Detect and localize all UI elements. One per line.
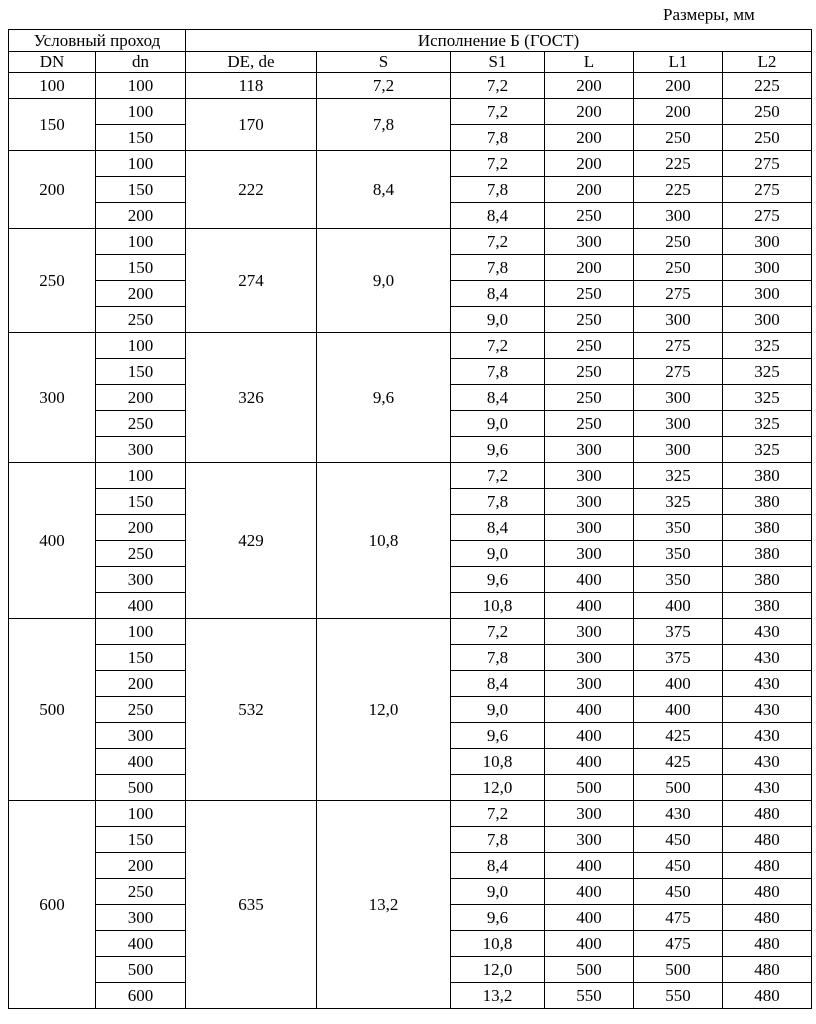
cell-s1: 9,6 — [451, 437, 545, 463]
cell-l1: 350 — [634, 567, 723, 593]
header-group-row — [9, 30, 812, 52]
cell-s1: 7,2 — [451, 99, 545, 125]
cell-l2: 380 — [723, 541, 812, 567]
cell-l2: 430 — [723, 775, 812, 801]
cell-l1: 300 — [634, 385, 723, 411]
cell-l1: 275 — [634, 333, 723, 359]
table-row — [9, 333, 812, 359]
cell-s1: 7,2 — [451, 73, 545, 99]
col-header-s: S — [317, 52, 451, 73]
cell-l: 250 — [545, 281, 634, 307]
cell-s1: 10,8 — [451, 749, 545, 775]
cell-dn-branch: 150 — [96, 125, 186, 151]
cell-l1: 450 — [634, 853, 723, 879]
cell-l1: 450 — [634, 827, 723, 853]
cell-dn-branch: 200 — [96, 671, 186, 697]
cell-s1: 9,6 — [451, 567, 545, 593]
cell-s: 7,8 — [317, 99, 451, 151]
cell-dn-branch: 150 — [96, 827, 186, 853]
cell-s: 13,2 — [317, 801, 451, 1009]
cell-s1: 7,8 — [451, 827, 545, 853]
cell-l: 550 — [545, 983, 634, 1009]
cell-l1: 225 — [634, 177, 723, 203]
cell-l1: 200 — [634, 73, 723, 99]
cell-s: 10,8 — [317, 463, 451, 619]
cell-s: 8,4 — [317, 151, 451, 229]
cell-dn-branch: 150 — [96, 255, 186, 281]
cell-l1: 550 — [634, 983, 723, 1009]
cell-l2: 480 — [723, 983, 812, 1009]
cell-s1: 7,2 — [451, 333, 545, 359]
cell-l: 200 — [545, 255, 634, 281]
cell-l1: 425 — [634, 749, 723, 775]
col-header-l: L — [545, 52, 634, 73]
cell-l2: 480 — [723, 879, 812, 905]
table-body — [9, 73, 812, 1009]
table-row — [9, 463, 812, 489]
cell-l: 250 — [545, 385, 634, 411]
cell-s1: 8,4 — [451, 281, 545, 307]
table-row — [9, 73, 812, 99]
cell-l2: 325 — [723, 359, 812, 385]
cell-dn-branch: 100 — [96, 619, 186, 645]
cell-l1: 250 — [634, 229, 723, 255]
cell-s1: 8,4 — [451, 203, 545, 229]
cell-l2: 275 — [723, 151, 812, 177]
cell-l: 300 — [545, 515, 634, 541]
cell-l2: 380 — [723, 567, 812, 593]
cell-l1: 250 — [634, 125, 723, 151]
cell-dn-main: 250 — [9, 229, 96, 333]
cell-l: 300 — [545, 229, 634, 255]
cell-dn-branch: 150 — [96, 645, 186, 671]
cell-de: 635 — [186, 801, 317, 1009]
cell-l2: 430 — [723, 645, 812, 671]
cell-l1: 250 — [634, 255, 723, 281]
cell-de: 170 — [186, 99, 317, 151]
cell-l1: 500 — [634, 957, 723, 983]
cell-l1: 300 — [634, 307, 723, 333]
cell-l: 400 — [545, 853, 634, 879]
cell-dn-main: 400 — [9, 463, 96, 619]
cell-s1: 10,8 — [451, 593, 545, 619]
cell-l: 200 — [545, 151, 634, 177]
cell-de: 429 — [186, 463, 317, 619]
table-row — [9, 99, 812, 125]
cell-l2: 480 — [723, 853, 812, 879]
cell-dn-branch: 300 — [96, 437, 186, 463]
cell-dn-branch: 150 — [96, 359, 186, 385]
cell-s1: 8,4 — [451, 853, 545, 879]
cell-dn-branch: 500 — [96, 957, 186, 983]
cell-s: 9,6 — [317, 333, 451, 463]
cell-dn-branch: 300 — [96, 905, 186, 931]
cell-s1: 7,2 — [451, 229, 545, 255]
cell-s1: 7,8 — [451, 177, 545, 203]
cell-l2: 325 — [723, 385, 812, 411]
cell-l1: 450 — [634, 879, 723, 905]
cell-dn-branch: 150 — [96, 489, 186, 515]
cell-dn-branch: 100 — [96, 151, 186, 177]
cell-l2: 225 — [723, 73, 812, 99]
dimensions-table — [8, 29, 812, 1009]
cell-l: 250 — [545, 411, 634, 437]
cell-l2: 480 — [723, 931, 812, 957]
cell-dn-branch: 150 — [96, 177, 186, 203]
cell-l: 400 — [545, 723, 634, 749]
cell-s1: 9,6 — [451, 723, 545, 749]
cell-dn-branch: 200 — [96, 281, 186, 307]
cell-l: 400 — [545, 905, 634, 931]
cell-l2: 300 — [723, 307, 812, 333]
cell-s1: 9,0 — [451, 541, 545, 567]
header-nominal-bore: Условный проход — [9, 30, 186, 52]
cell-l1: 275 — [634, 359, 723, 385]
col-header-s1: S1 — [451, 52, 545, 73]
cell-s1: 7,2 — [451, 463, 545, 489]
cell-dn-branch: 200 — [96, 203, 186, 229]
cell-dn-branch: 100 — [96, 463, 186, 489]
col-header-de: DE, de — [186, 52, 317, 73]
cell-s1: 12,0 — [451, 775, 545, 801]
cell-s1: 9,0 — [451, 307, 545, 333]
cell-dn-main: 600 — [9, 801, 96, 1009]
cell-dn-branch: 100 — [96, 333, 186, 359]
cell-l: 500 — [545, 957, 634, 983]
cell-l2: 480 — [723, 827, 812, 853]
cell-l: 250 — [545, 359, 634, 385]
cell-l2: 250 — [723, 99, 812, 125]
cell-dn-branch: 300 — [96, 723, 186, 749]
cell-l: 400 — [545, 879, 634, 905]
cell-l: 250 — [545, 203, 634, 229]
cell-l: 500 — [545, 775, 634, 801]
cell-l1: 500 — [634, 775, 723, 801]
cell-l2: 275 — [723, 203, 812, 229]
cell-dn-branch: 400 — [96, 593, 186, 619]
cell-l2: 380 — [723, 463, 812, 489]
cell-l1: 300 — [634, 411, 723, 437]
cell-l1: 400 — [634, 671, 723, 697]
cell-dn-branch: 250 — [96, 697, 186, 723]
cell-l2: 250 — [723, 125, 812, 151]
col-header-dn-main: DN — [9, 52, 96, 73]
cell-dn-main: 200 — [9, 151, 96, 229]
cell-s1: 7,8 — [451, 255, 545, 281]
cell-de: 222 — [186, 151, 317, 229]
cell-dn-branch: 100 — [96, 229, 186, 255]
cell-de: 118 — [186, 73, 317, 99]
cell-l2: 480 — [723, 905, 812, 931]
cell-l2: 380 — [723, 593, 812, 619]
cell-dn-main: 300 — [9, 333, 96, 463]
cell-s1: 7,2 — [451, 801, 545, 827]
cell-dn-branch: 200 — [96, 385, 186, 411]
cell-dn-branch: 400 — [96, 749, 186, 775]
cell-l2: 300 — [723, 281, 812, 307]
cell-dn-branch: 600 — [96, 983, 186, 1009]
cell-l1: 325 — [634, 489, 723, 515]
header-columns-row — [9, 52, 812, 73]
cell-l2: 430 — [723, 697, 812, 723]
cell-l2: 480 — [723, 801, 812, 827]
cell-s1: 10,8 — [451, 931, 545, 957]
cell-s1: 13,2 — [451, 983, 545, 1009]
cell-l1: 400 — [634, 697, 723, 723]
cell-s1: 9,0 — [451, 879, 545, 905]
cell-s1: 7,8 — [451, 125, 545, 151]
cell-s1: 7,2 — [451, 151, 545, 177]
cell-dn-branch: 400 — [96, 931, 186, 957]
cell-l2: 480 — [723, 957, 812, 983]
cell-l: 250 — [545, 307, 634, 333]
cell-dn-main: 500 — [9, 619, 96, 801]
cell-s1: 9,0 — [451, 411, 545, 437]
cell-l: 300 — [545, 827, 634, 853]
header-execution: Исполнение Б (ГОСТ) — [186, 30, 812, 52]
cell-l2: 430 — [723, 723, 812, 749]
col-header-l2: L2 — [723, 52, 812, 73]
cell-s1: 8,4 — [451, 515, 545, 541]
cell-dn-branch: 200 — [96, 853, 186, 879]
cell-l: 300 — [545, 645, 634, 671]
cell-l1: 375 — [634, 645, 723, 671]
cell-l2: 430 — [723, 671, 812, 697]
cell-l: 300 — [545, 541, 634, 567]
cell-dn-main: 100 — [9, 73, 96, 99]
cell-s1: 9,6 — [451, 905, 545, 931]
cell-de: 326 — [186, 333, 317, 463]
cell-l1: 475 — [634, 931, 723, 957]
cell-s1: 7,8 — [451, 359, 545, 385]
cell-l1: 225 — [634, 151, 723, 177]
table-row — [9, 151, 812, 177]
cell-l2: 300 — [723, 229, 812, 255]
cell-l: 200 — [545, 177, 634, 203]
cell-l2: 325 — [723, 437, 812, 463]
cell-l: 250 — [545, 333, 634, 359]
cell-l2: 325 — [723, 411, 812, 437]
cell-l: 300 — [545, 619, 634, 645]
cell-s: 9,0 — [317, 229, 451, 333]
cell-s1: 7,8 — [451, 489, 545, 515]
cell-l: 400 — [545, 567, 634, 593]
cell-l: 400 — [545, 931, 634, 957]
cell-l: 300 — [545, 801, 634, 827]
cell-l2: 380 — [723, 515, 812, 541]
cell-dn-branch: 250 — [96, 879, 186, 905]
table-row — [9, 801, 812, 827]
col-header-l1: L1 — [634, 52, 723, 73]
table-row — [9, 229, 812, 255]
cell-dn-branch: 500 — [96, 775, 186, 801]
cell-dn-branch: 100 — [96, 801, 186, 827]
cell-l: 300 — [545, 463, 634, 489]
cell-dn-branch: 100 — [96, 73, 186, 99]
cell-l: 200 — [545, 99, 634, 125]
cell-l: 300 — [545, 671, 634, 697]
units-caption: Размеры, мм — [663, 5, 755, 24]
cell-dn-branch: 250 — [96, 541, 186, 567]
col-header-dn-branch: dn — [96, 52, 186, 73]
cell-l2: 300 — [723, 255, 812, 281]
cell-l: 400 — [545, 749, 634, 775]
cell-l: 300 — [545, 437, 634, 463]
cell-de: 532 — [186, 619, 317, 801]
cell-l: 400 — [545, 697, 634, 723]
cell-l2: 430 — [723, 749, 812, 775]
cell-s1: 12,0 — [451, 957, 545, 983]
cell-dn-branch: 100 — [96, 99, 186, 125]
cell-l1: 200 — [634, 99, 723, 125]
cell-l: 300 — [545, 489, 634, 515]
table-row — [9, 619, 812, 645]
cell-l: 200 — [545, 125, 634, 151]
cell-l: 400 — [545, 593, 634, 619]
cell-l2: 275 — [723, 177, 812, 203]
cell-l1: 275 — [634, 281, 723, 307]
cell-s: 12,0 — [317, 619, 451, 801]
cell-l1: 350 — [634, 515, 723, 541]
cell-l1: 475 — [634, 905, 723, 931]
cell-dn-branch: 250 — [96, 411, 186, 437]
cell-s1: 9,0 — [451, 697, 545, 723]
cell-l1: 400 — [634, 593, 723, 619]
cell-l1: 430 — [634, 801, 723, 827]
cell-l1: 325 — [634, 463, 723, 489]
cell-l: 200 — [545, 73, 634, 99]
cell-de: 274 — [186, 229, 317, 333]
cell-dn-branch: 200 — [96, 515, 186, 541]
cell-l2: 325 — [723, 333, 812, 359]
cell-l2: 430 — [723, 619, 812, 645]
cell-dn-branch: 250 — [96, 307, 186, 333]
cell-l1: 350 — [634, 541, 723, 567]
cell-dn-main: 150 — [9, 99, 96, 151]
cell-s: 7,2 — [317, 73, 451, 99]
cell-l1: 300 — [634, 437, 723, 463]
cell-l1: 300 — [634, 203, 723, 229]
cell-s1: 7,8 — [451, 645, 545, 671]
cell-l2: 380 — [723, 489, 812, 515]
cell-l1: 425 — [634, 723, 723, 749]
cell-s1: 7,2 — [451, 619, 545, 645]
cell-s1: 8,4 — [451, 671, 545, 697]
cell-s1: 8,4 — [451, 385, 545, 411]
cell-l1: 375 — [634, 619, 723, 645]
cell-dn-branch: 300 — [96, 567, 186, 593]
